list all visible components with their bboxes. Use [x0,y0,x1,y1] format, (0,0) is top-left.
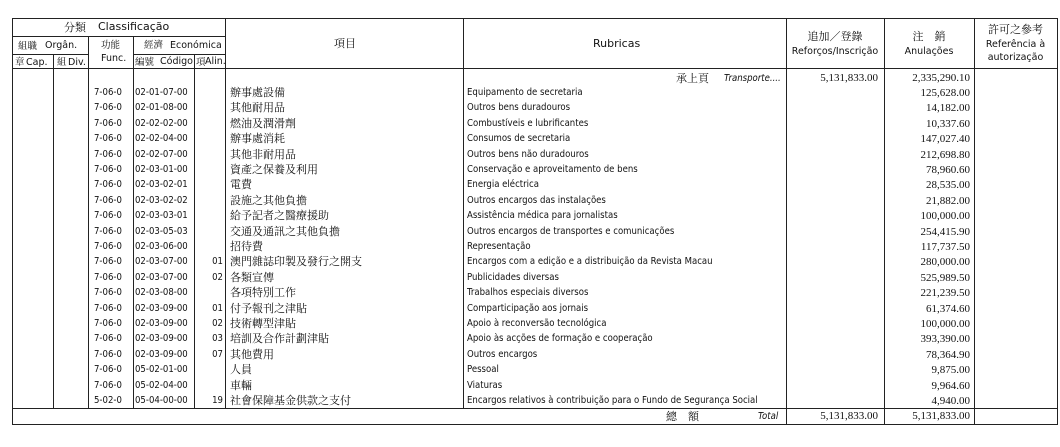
row-code: 02-01-08-00 [135,102,188,114]
row-code: 05-04-00-00 [135,395,188,406]
row-rubrica: Encargos relativos à contribuição para o Fundo de Segurança Social [467,395,758,406]
row-rubrica: Outros encargos [467,348,538,360]
row-anulacoes: 280,000.00 [920,256,970,269]
row-item-zh: 其他非耐用品 [230,147,296,161]
column-divider [53,54,54,408]
row-anulacoes: 78,364.90 [926,348,970,361]
row-item-zh: 技術轉型津貼 [230,317,296,330]
row-alin: 02 [212,318,223,329]
row-anulacoes: 221,239.50 [920,287,970,300]
column-divider [12,18,13,424]
row-rubrica: Representação [467,241,531,252]
column-divider [463,18,464,408]
row-item-zh: 澳門雜誌印製及發行之開支 [230,255,362,269]
total-anulacoes: 5,131,833.00 [912,410,970,422]
header-cap-zh: 章 [15,57,25,68]
row-func: 7-06-0 [94,318,122,329]
row-anulacoes: 100,000.00 [920,210,970,223]
row-func: 7-06-0 [94,87,122,98]
row-item-zh: 其他耐用品 [230,101,285,115]
header-anulacoes-zh: 注 銷 [912,30,946,43]
transport-reforcos: 5,131,833.00 [820,72,878,84]
header-rubricas: Rubricas [593,37,641,50]
table-top-border [12,18,1058,19]
row-func: 7-06-0 [94,133,122,145]
row-code: 02-03-09-00 [135,348,188,360]
row-item-zh: 交通及通訊之其他負擔 [230,224,340,238]
row-rubrica: Consumos de secretaria [467,133,571,145]
row-code: 02-03-09-00 [135,333,188,345]
header-alin-pt: Alin. [205,56,226,67]
row-code: 02-03-06-00 [135,241,188,252]
row-anulacoes: 9,964.60 [931,379,970,392]
row-alin: 01 [212,302,223,314]
row-func: 7-06-0 [94,302,122,314]
header-classification-pt: Classificação [98,20,170,33]
row-rubrica: Assistência médica para jornalistas [467,210,618,222]
row-item-zh: 給予記者之醫療援助 [230,209,329,223]
header-divider [133,54,225,55]
row-anulacoes: 4,940.00 [931,395,970,407]
row-anulacoes: 393,390.00 [920,333,970,346]
row-func: 5-02-0 [94,395,122,406]
header-econ-zh: 經濟 [144,40,164,51]
header-reforcos-pt: Reforços/Inscrição [791,46,879,57]
row-item-zh: 付予報刊之津貼 [230,301,307,315]
column-divider [1057,18,1058,424]
row-anulacoes: 78,960.60 [926,164,970,176]
row-func: 7-06-0 [94,333,122,345]
row-func: 7-06-0 [94,179,122,191]
transport-label-zh: 承上頁 [676,72,709,85]
row-code: 02-03-07-00 [135,271,188,283]
row-rubrica: Publicidades diversas [467,271,559,283]
header-anulacoes-pt: Anulações [904,46,954,57]
header-div-zh: 組 [57,57,67,68]
row-alin: 02 [212,271,223,283]
header-organ-pt: Orgân. [45,40,78,51]
row-item-zh: 招待費 [230,240,263,253]
row-code: 02-03-01-00 [135,164,188,175]
row-code: 02-03-08-00 [135,287,188,299]
row-rubrica: Comparticipação aos jornais [467,302,589,314]
row-code: 02-03-09-00 [135,302,188,314]
row-alin: 01 [212,256,223,268]
row-item-zh: 社會保障基金供款之支付 [230,394,351,407]
row-code: 02-03-02-01 [135,179,188,191]
row-item-zh: 培訓及合作計劃津貼 [230,332,329,346]
row-func: 7-06-0 [94,117,122,129]
row-code: 02-02-04-00 [135,133,188,145]
column-divider [133,36,134,408]
total-label-zh: 總 額 [666,410,699,423]
row-rubrica: Trabalhos especiais diversos [467,287,589,299]
transport-label-pt: Transporte.... [724,73,781,84]
header-econ-pt: Económica [170,40,222,51]
row-anulacoes: 100,000.00 [920,318,970,330]
header-codigo-pt: Código [160,56,193,67]
header-item-zh: 項目 [334,37,356,50]
column-divider [225,18,226,408]
header-referencia-pt2: autorização [987,52,1044,63]
row-anulacoes: 212,698.80 [920,148,970,161]
row-alin: 19 [212,395,223,406]
row-item-zh: 車輛 [230,378,252,392]
header-reforcos-zh: 追加／登錄 [807,30,863,43]
row-rubrica: Outros bens duradouros [467,102,571,114]
row-anulacoes: 125,628.00 [920,87,970,99]
row-item-zh: 辦事處設備 [230,86,285,99]
row-func: 7-06-0 [94,148,122,160]
row-item-zh: 其他費用 [230,347,274,361]
row-item-zh: 各類宣傳 [230,270,274,284]
row-rubrica: Combustíveis e lubrificantes [467,117,589,129]
header-func-zh: 功能 [101,40,121,51]
row-func: 7-06-0 [94,271,122,283]
row-rubrica: Viaturas [467,379,503,391]
header-codigo-zh: 編號 [135,57,155,68]
row-anulacoes: 525,989.50 [920,271,970,284]
row-code: 02-03-02-02 [135,194,188,206]
total-label-pt: Total [758,411,779,422]
row-func: 7-06-0 [94,364,122,376]
row-anulacoes: 10,337.60 [926,117,970,130]
row-code: 02-03-05-03 [135,225,188,237]
row-code: 02-01-07-00 [135,87,188,98]
row-rubrica: Apoio às acções de formação e cooperação [467,333,653,345]
row-item-zh: 資產之保養及利用 [230,163,318,176]
header-div-pt: Div. [68,57,86,68]
row-func: 7-06-0 [94,241,122,252]
row-rubrica: Apoio à reconversão tecnológica [467,318,607,329]
row-func: 7-06-0 [94,194,122,206]
row-anulacoes: 28,535.00 [926,179,970,192]
row-rubrica: Equipamento de secretaria [467,87,583,98]
header-bottom-border [12,68,1058,69]
row-func: 7-06-0 [94,225,122,237]
header-alin-zh: 項 [196,57,206,68]
header-referencia-pt1: Referência à [985,39,1046,50]
row-item-zh: 辦事處消耗 [230,132,285,146]
row-code: 02-03-07-00 [135,256,188,268]
row-func: 7-06-0 [94,256,122,268]
row-rubrica: Conservação e aproveitamento de bens [467,164,638,175]
column-divider [974,18,975,424]
column-divider [88,36,89,408]
row-rubrica: Energia eléctrica [467,179,539,191]
total-top-border [12,408,1058,409]
row-rubrica: Outros bens não duradouros [467,148,589,160]
header-divider [12,36,225,37]
row-code: 05-02-01-00 [135,364,188,376]
row-rubrica: Outros encargos das instalações [467,194,606,206]
row-anulacoes: 61,374.60 [926,302,970,315]
row-item-zh: 燃油及潤滑劑 [230,116,296,130]
row-code: 05-02-04-00 [135,379,188,391]
row-func: 7-06-0 [94,287,122,299]
row-func: 7-06-0 [94,164,122,175]
row-anulacoes: 14,182.00 [926,102,970,115]
header-organ-zh: 組職 [18,41,38,52]
row-code: 02-03-09-00 [135,318,188,329]
row-item-zh: 人員 [230,363,252,377]
row-anulacoes: 21,882.00 [926,194,970,207]
row-alin: 03 [212,333,223,345]
row-code: 02-02-07-00 [135,148,188,160]
row-rubrica: Pessoal [467,364,499,376]
row-func: 7-06-0 [94,348,122,360]
header-referencia-zh: 許可之參考 [988,23,1043,36]
row-rubrica: Outros encargos de transportes e comunicações [467,225,675,237]
row-func: 7-06-0 [94,102,122,114]
total-reforcos: 5,131,833.00 [820,410,878,422]
row-func: 7-06-0 [94,210,122,222]
row-anulacoes: 147,027.40 [920,133,970,146]
row-code: 02-02-02-00 [135,117,188,129]
row-rubrica: Encargos com a edição e a distribuição da Revista Macau [467,256,713,268]
header-classification-zh: 分類 [64,21,86,34]
row-item-zh: 設施之其他負擔 [230,193,307,207]
header-divider [12,54,88,55]
row-item-zh: 電費 [230,178,252,192]
transport-anulacoes: 2,335,290.10 [912,72,970,84]
row-anulacoes: 254,415.90 [920,225,970,238]
header-cap-pt: Cap. [26,57,48,68]
row-anulacoes: 9,875.00 [931,364,970,377]
row-anulacoes: 117,737.50 [920,241,970,253]
row-func: 7-06-0 [94,379,122,391]
row-item-zh: 各項特別工作 [230,286,296,300]
header-func-pt: Func. [101,53,127,64]
table-bottom-border [12,424,1058,425]
row-alin: 07 [212,348,223,360]
row-code: 02-03-03-01 [135,210,188,222]
